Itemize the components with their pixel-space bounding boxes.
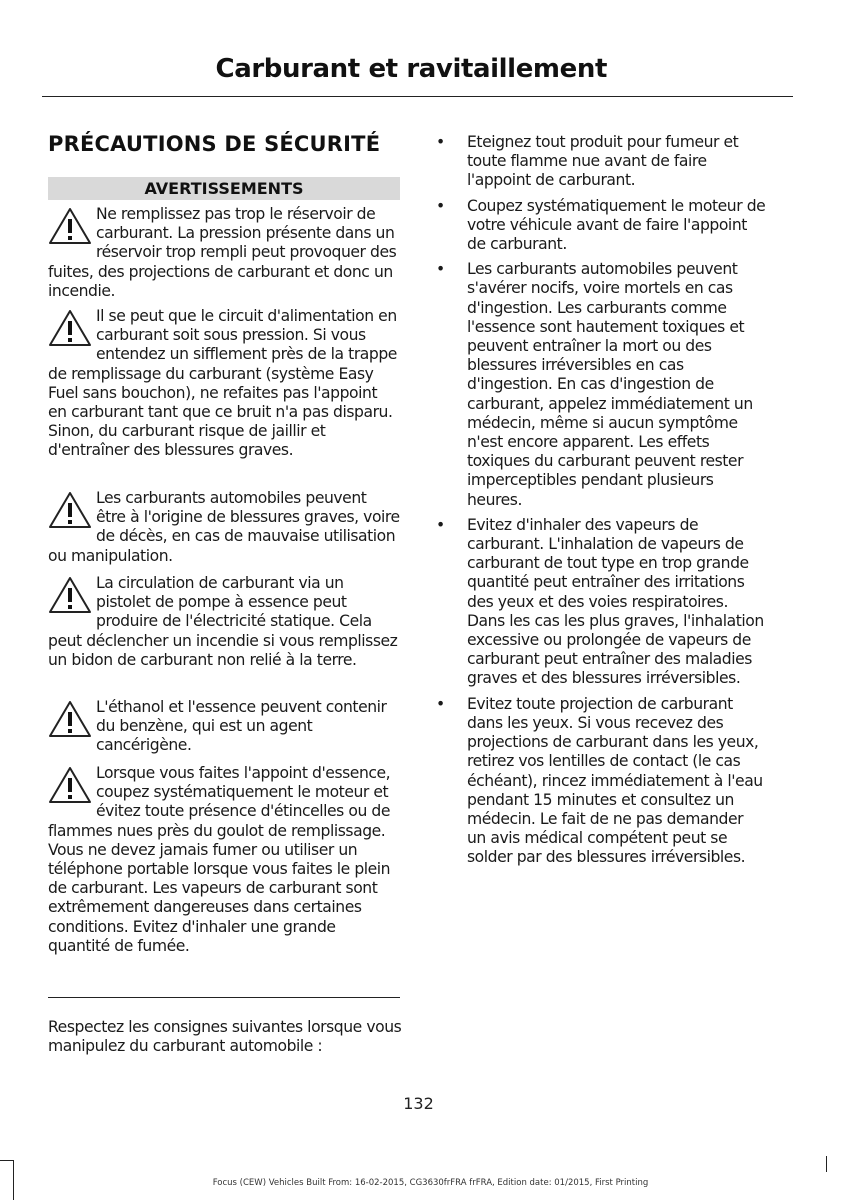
warning-triangle-icon	[48, 700, 92, 738]
list-item	[436, 197, 766, 255]
list-item-text: Evitez toute projection de carburant dans les yeux. Si vous recevez des projections de carburant dans les yeux, retirez vos lentilles de contact (le cas échéant), rincez immédiatement à l'eau pendant 15 minutes et consultez un médecin. Le fait de ne pas demander un avis médical compétent peut se solder par des blessures irréversibles.	[467, 694, 763, 867]
bullet-marker: •	[436, 260, 445, 279]
warning-block	[48, 489, 400, 566]
warning-block	[48, 205, 400, 301]
warning-triangle-icon	[48, 309, 92, 347]
bullet-marker: •	[436, 133, 445, 151]
crop-mark	[826, 1156, 827, 1172]
warnings-header: AVERTISSEMENTS	[48, 177, 400, 200]
warning-text: Lorsque vous faites l'appoint d'essence, coupez systématiquement le moteur et évitez toute présence d'étincelles ou de flammes nues près du goulot de remplissage. Vous ne devez jamais fumer ou utiliser un téléphone portable lorsque vous faites le plein de carburant. Les vapeurs de carburant sont extrêmement dangereuses dans certaines conditions. Evitez d'inhaler une grande quantité de fumée.	[48, 764, 391, 955]
warning-triangle-icon	[48, 207, 92, 245]
list-item	[436, 133, 766, 191]
list-item-text: Evitez d'inhaler des vapeurs de carburant. L'inhalation de vapeurs de carburant de tout type en trop grande quantité peut entraîner des irritations des yeux et des voies respiratoires. Dans les cas les plus graves, l'inhalation excessive ou prolongée de vapeurs de carburant peut entraîner des maladies graves et des blessures irréversibles.	[467, 515, 764, 688]
list-item-text: Eteignez tout produit pour fumeur et toute flamme nue avant de faire l'appoint de carburant.	[467, 133, 739, 190]
warning-text: Il se peut que le circuit d'alimentation en carburant soit sous pression. Si vous entendez un sifflement près de la trappe de remplissage du carburant (système Easy Fuel sans bouchon), ne refaites pas l'appoint en carburant tant que ce bruit n'a pas disparu. Sinon, du carburant risque de jaillir et d'entraîner des blessures graves.	[48, 307, 397, 460]
crop-mark	[13, 1160, 14, 1200]
list-item	[436, 260, 766, 510]
list-item-text: Coupez systématiquement le moteur de votre véhicule avant de faire l'appoint de carburant.	[467, 196, 766, 254]
list-item	[436, 695, 766, 868]
crop-mark	[0, 1160, 14, 1161]
page-number: 132	[403, 1094, 434, 1113]
intro-paragraph: Respectez les consignes suivantes lorsque vous manipulez du carburant automobile :	[48, 1018, 402, 1056]
warnings-divider	[48, 997, 400, 998]
bullet-marker: •	[436, 515, 445, 534]
warning-block	[48, 764, 400, 956]
page-title: Carburant et ravitaillement	[215, 54, 607, 84]
warning-block	[48, 307, 400, 461]
warning-triangle-icon	[48, 766, 92, 804]
warning-text: Ne remplissez pas trop le réservoir de carburant. La pression présente dans un réservoir trop rempli peut provoquer des fuites, des projections de carburant et donc un incendie.	[48, 205, 397, 300]
footer-note: Focus (CEW) Vehicles Built From: 16-02-2015, CG3630frFRA frFRA, Edition date: 01/2015, First Printing	[212, 1178, 649, 1188]
warning-block	[48, 574, 400, 670]
bullet-marker: •	[436, 694, 445, 713]
warning-block	[48, 698, 400, 756]
warning-text: Les carburants automobiles peuvent être à l'origine de blessures graves, voire de décès, en cas de mauvaise utilisation ou manipulation.	[48, 489, 400, 565]
safety-bullet-list	[436, 133, 766, 874]
list-item	[436, 516, 766, 689]
bullet-marker: •	[436, 196, 445, 215]
warning-text: La circulation de carburant via un pistolet de pompe à essence peut produire de l'électricité statique. Cela peut déclencher un incendie si vous remplissez un bidon de carburant non relié à la terre.	[48, 574, 398, 669]
list-item-text: Les carburants automobiles peuvent s'avérer nocifs, voire mortels en cas d'ingestion. Les carburants comme l'essence sont hautement toxiques et peuvent entraîner la mort ou des blessures irréversibles en cas d'ingestion. En cas d'ingestion de carburant, appelez immédiatement un médecin, même si aucun symptôme n'est encore apparent. Les effets toxiques du carburant peuvent rester imperceptibles pendant plusieurs heures.	[467, 260, 753, 509]
warning-triangle-icon	[48, 491, 92, 529]
warning-triangle-icon	[48, 576, 92, 614]
section-title: PRÉCAUTIONS DE SÉCURITÉ	[48, 132, 381, 156]
header-divider	[42, 96, 793, 97]
warning-text: L'éthanol et l'essence peuvent contenir du benzène, qui est un agent cancérigène.	[96, 698, 387, 755]
